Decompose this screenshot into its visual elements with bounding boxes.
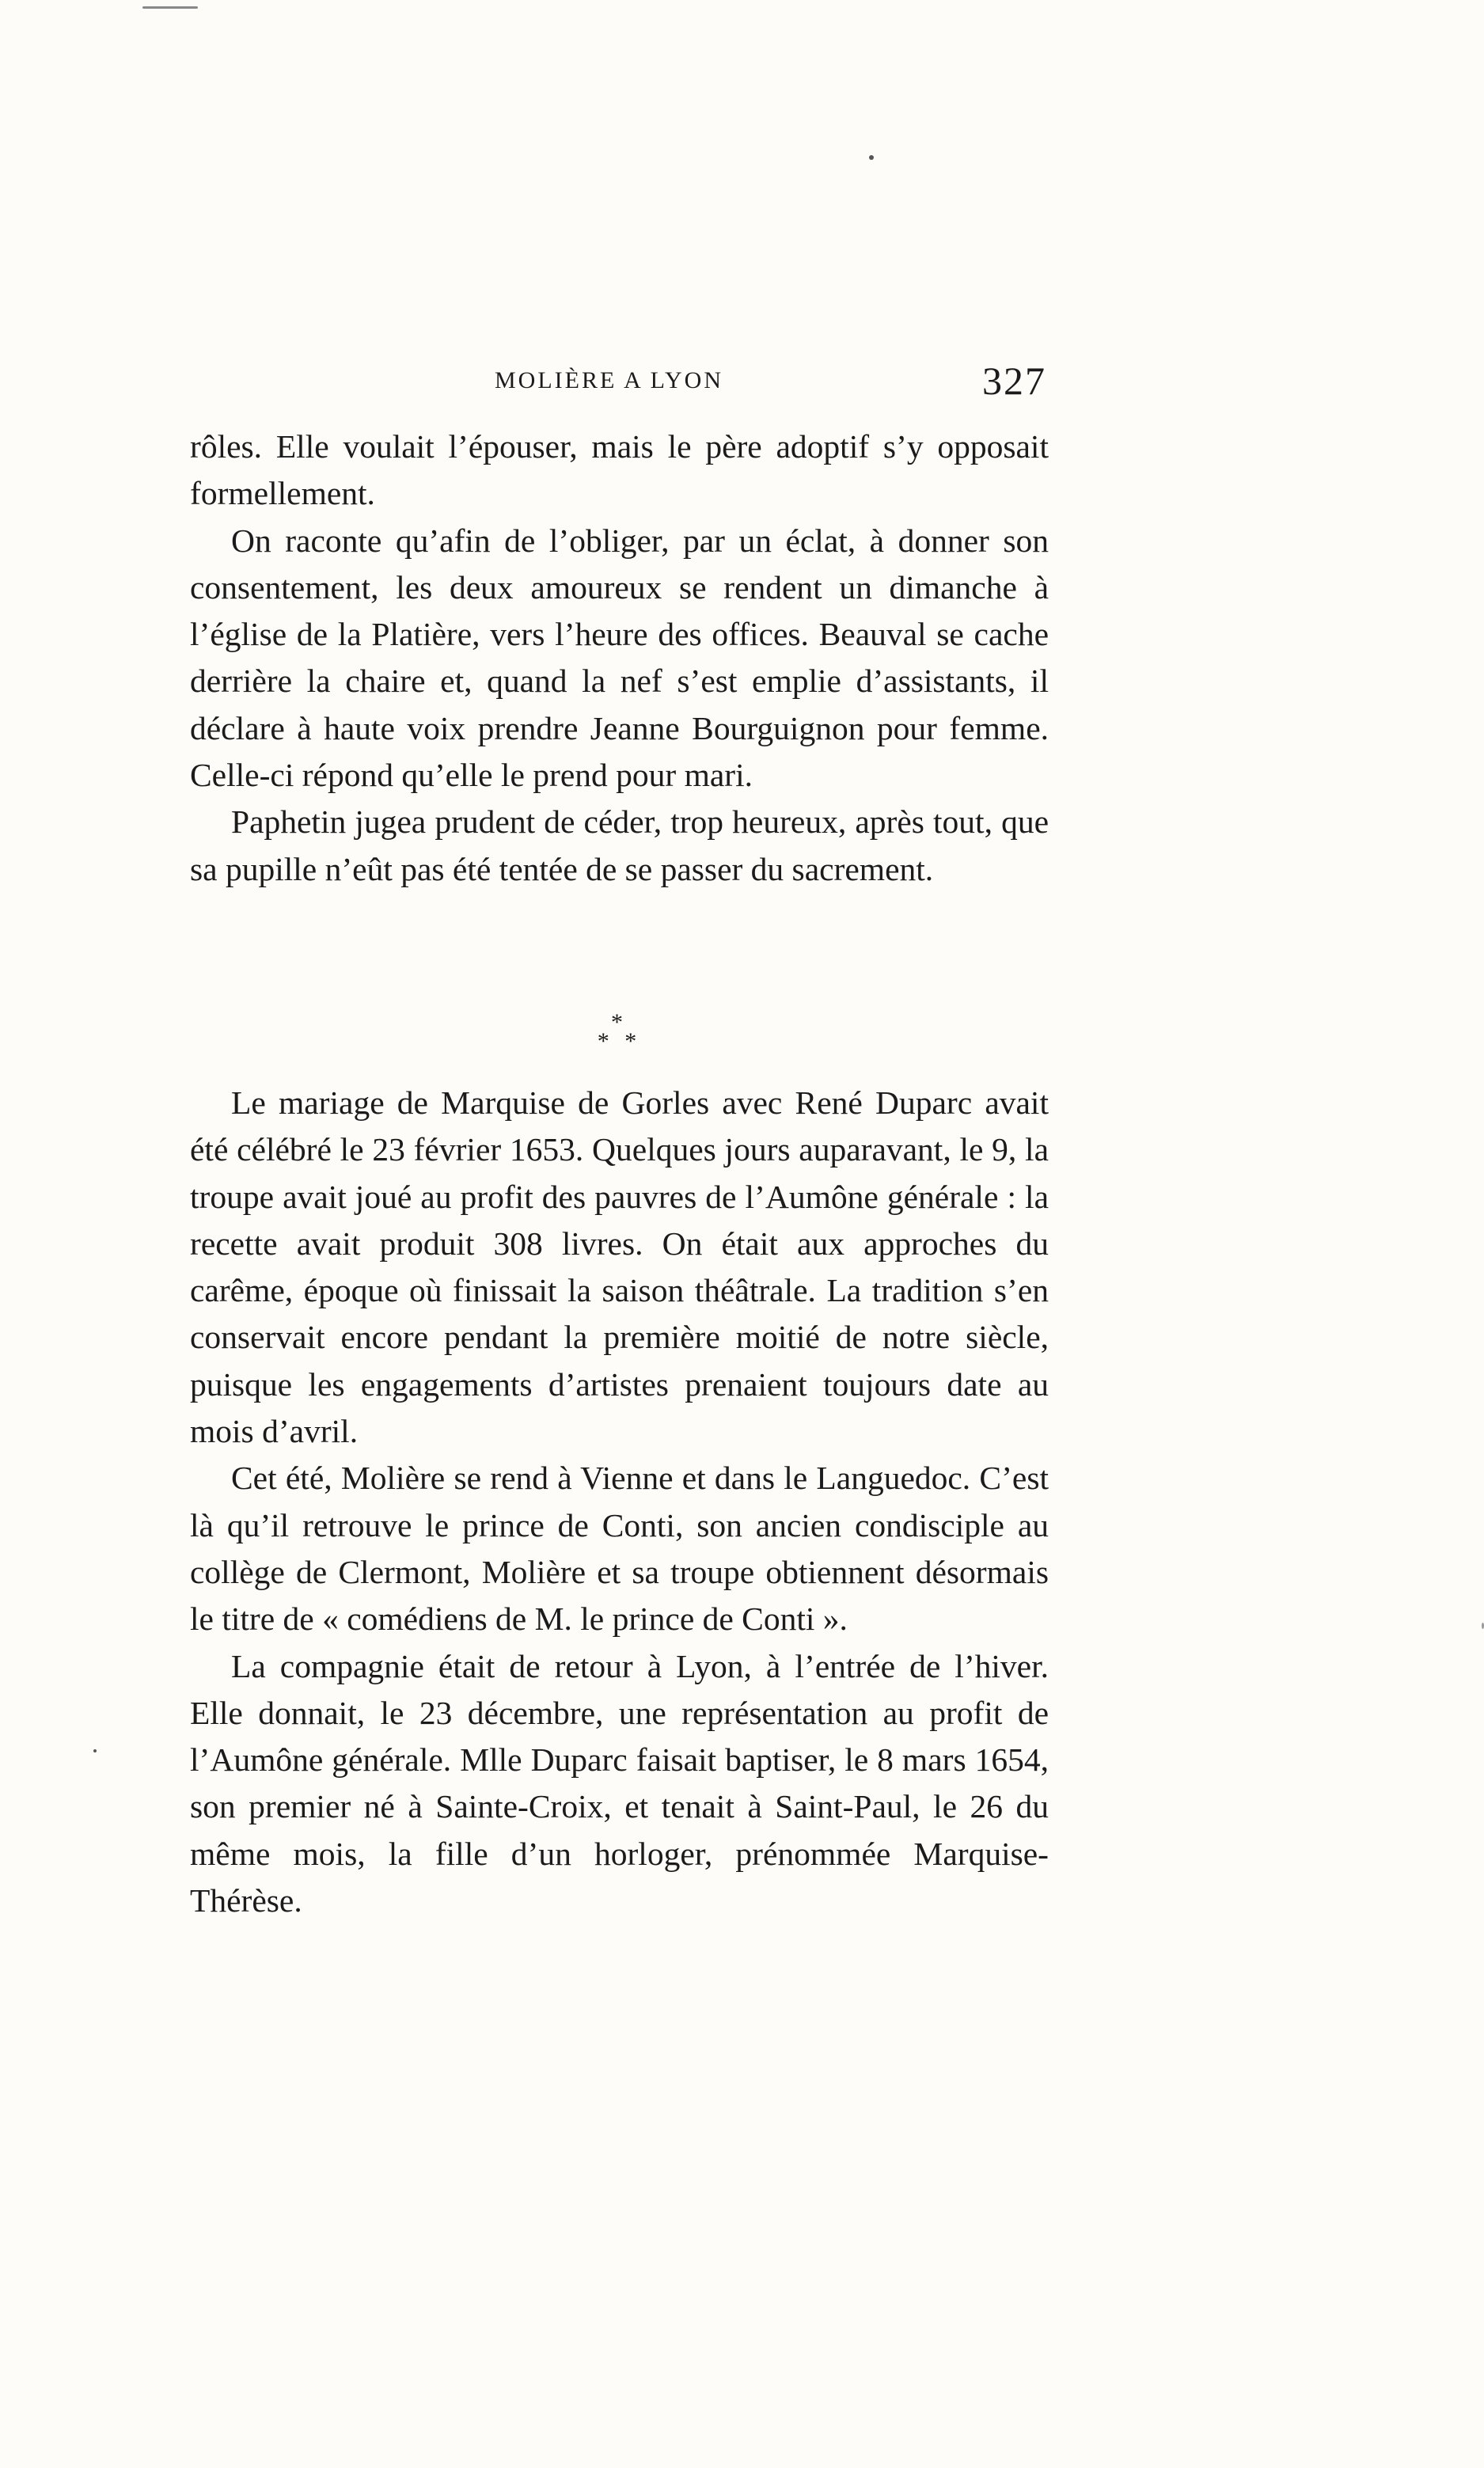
paragraph: Paphetin jugea prudent de céder, trop heureux, après tout, que sa pupille n’eût pas été tentée de se passer du sacrement. bbox=[190, 803, 1049, 887]
page-number: 327 bbox=[982, 359, 1046, 403]
paragraph: On raconte qu’afin de l’obliger, par un éclat, à donner son consentement, les deux amoureux se rendent un dimanche à l’église de la Platière, vers l’heure des offices. Beauval se cache derrière la chaire et, quand la nef s’est emplie d’assistants, il déclare à haute voix prendre Jeanne Bourguignon pour femme. Celle-ci répond qu’elle le prend pour mari. bbox=[190, 522, 1049, 794]
scan-speck bbox=[93, 1749, 97, 1752]
running-head bbox=[190, 358, 1053, 413]
body-text-lower bbox=[190, 1080, 1049, 1924]
scan-speck bbox=[142, 6, 198, 9]
asterism-top: * bbox=[611, 1009, 628, 1035]
paragraph: Cet été, Molière se rend à Vienne et dans le Languedoc. C’est là qu’il retrouve le prince de Conti, son ancien condisciple au collège de Clermont, Molière et sa troupe obtiennent désormais le titre de « comédiens de M. le prince de Conti ». bbox=[190, 1460, 1049, 1638]
paragraph: La compagnie était de retour à Lyon, à l’entrée de l’hiver. Elle donnait, le 23 décembre, une représentation au profit de l’Aumône générale. Mlle Duparc faisait baptiser, le 8 mars 1654, son premier né à Sainte-Croix, et tenait à Saint-Paul, le 26 du même mois, la fille d’un horloger, prénommée Marquise-Thérèse. bbox=[190, 1647, 1049, 1919]
body-text-upper bbox=[190, 423, 1049, 893]
paragraph: rôles. Elle voulait l’épouser, mais le père adoptif s’y opposait formellement. bbox=[190, 428, 1049, 512]
running-head-title: MOLIÈRE A LYON bbox=[495, 367, 723, 393]
asterism-bottom: * * bbox=[597, 1028, 642, 1054]
paragraph: Le mariage de Marquise de Gorles avec René Duparc avait été célébré le 23 février 1653. Quelques jours auparavant, le 9, la troupe avait joué au profit des pauvres de l’Aumône générale : la recette avait produit 308 livres. On était aux approches du carême, époque où finissait la saison théâtrale. La tradition s’en conservait encore pendant la première moitié de notre siècle, puisque les engagements d’artistes prenaient toujours date au mois d’avril. bbox=[190, 1084, 1049, 1450]
section-break-asterism bbox=[190, 1009, 1049, 1070]
scan-speck bbox=[869, 155, 874, 160]
